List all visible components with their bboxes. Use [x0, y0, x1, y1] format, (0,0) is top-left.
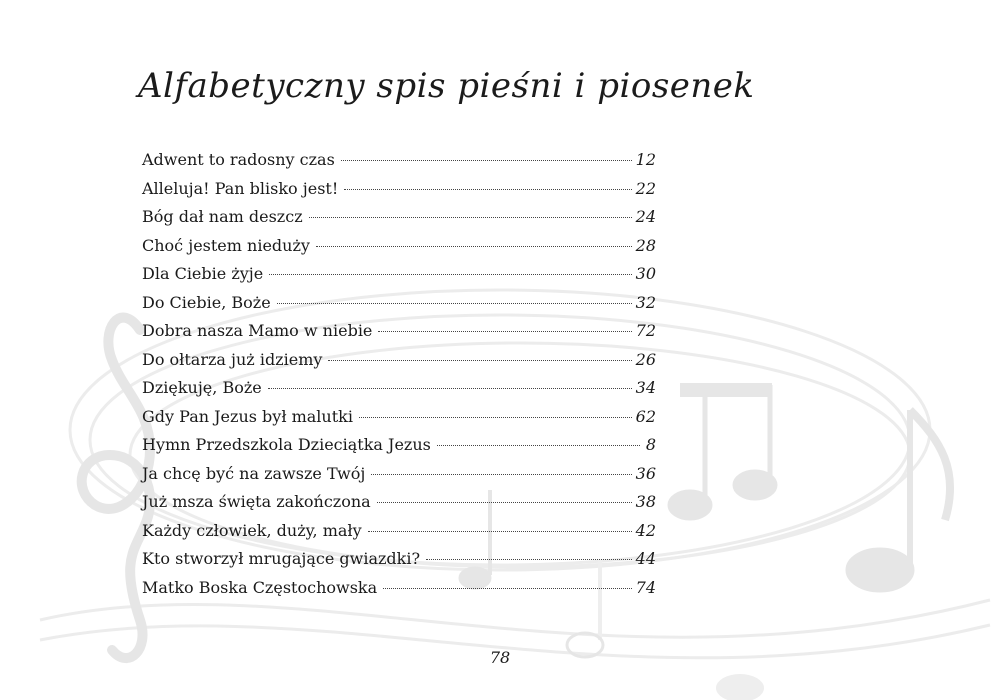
song-page-number: 26: [635, 349, 656, 369]
song-title: Już msza święta zakończona: [142, 492, 371, 511]
song-page-number: 34: [635, 378, 656, 397]
song-page-number: 8: [645, 435, 656, 454]
song-title: Alleluja! Pan blisko jest!: [142, 178, 339, 198]
toc-entry: [142, 521, 656, 550]
toc-entry: [142, 435, 656, 464]
song-page-number: 12: [635, 150, 656, 169]
song-page-number: 38: [635, 492, 656, 511]
toc-entry: [142, 150, 656, 179]
toc-entry: [142, 264, 656, 293]
dot-leader: [437, 445, 640, 446]
song-page-number: 72: [635, 321, 656, 340]
dot-leader: [328, 360, 631, 361]
toc-entry: [142, 549, 656, 578]
dot-leader: [316, 246, 632, 247]
bottom-note-head: [716, 674, 764, 700]
dot-leader: [341, 160, 632, 161]
song-title: Dla Ciebie żyje: [142, 264, 264, 283]
page-number: 78: [489, 648, 511, 667]
eighth-note-head-2: [733, 470, 777, 500]
song-title: Hymn Przedszkola Dzieciątka Jezus: [142, 435, 431, 454]
song-index-list: [142, 150, 656, 606]
song-page-number: 62: [635, 406, 656, 426]
song-title: Kto stworzył mrugające gwiazdki?: [142, 549, 421, 568]
big-note-head: [846, 548, 914, 592]
toc-entry: [142, 293, 656, 322]
dot-leader: [368, 531, 632, 532]
song-page-number: 36: [635, 463, 656, 483]
dot-leader: [377, 502, 632, 503]
page-title: Alfabetyczny spis pieśni i piosenek: [138, 66, 755, 106]
song-title: Adwent to radosny czas: [142, 150, 335, 169]
dot-leader: [426, 559, 632, 560]
song-title: Ja chcę być na zawsze Twój: [142, 463, 366, 483]
toc-entry: [142, 407, 656, 436]
song-page-number: 30: [635, 264, 656, 283]
toc-entry: [142, 492, 656, 521]
toc-entry: [142, 236, 656, 265]
dot-leader: [359, 417, 632, 418]
song-page-number: 24: [635, 207, 656, 226]
toc-entry: [142, 464, 656, 493]
song-title: Choć jestem nieduży: [142, 235, 310, 255]
toc-entry: [142, 578, 656, 607]
toc-entry: [142, 207, 656, 236]
song-title: Dobra nasza Mamo w niebie: [142, 321, 373, 340]
song-title: Bóg dał nam deszcz: [142, 207, 303, 226]
dot-leader: [269, 274, 631, 275]
dot-leader: [277, 303, 632, 304]
song-page-number: 44: [635, 549, 656, 568]
song-page-number: 28: [635, 235, 656, 255]
toc-entry: [142, 179, 656, 208]
dot-leader: [378, 331, 631, 332]
dot-leader: [371, 474, 631, 475]
toc-entry: [142, 378, 656, 407]
song-title: Każdy człowiek, duży, mały: [142, 520, 362, 540]
song-page-number: 74: [635, 577, 656, 597]
eighth-note-beam: [680, 383, 772, 397]
song-title: Do ołtarza już idziemy: [142, 349, 323, 369]
toc-entry: [142, 350, 656, 379]
song-title: Dziękuję, Boże: [142, 378, 262, 397]
dot-leader: [268, 388, 632, 389]
toc-entry: [142, 321, 656, 350]
song-title: Gdy Pan Jezus był malutki: [142, 406, 353, 426]
song-page-number: 42: [635, 520, 656, 540]
song-title: Do Ciebie, Boże: [142, 292, 271, 312]
song-page-number: 22: [635, 178, 656, 198]
song-page-number: 32: [635, 292, 656, 312]
eighth-note-head-1: [668, 490, 712, 520]
song-title: Matko Boska Częstochowska: [142, 577, 378, 597]
dot-leader: [383, 588, 632, 589]
dot-leader: [344, 189, 631, 190]
dot-leader: [309, 217, 632, 218]
